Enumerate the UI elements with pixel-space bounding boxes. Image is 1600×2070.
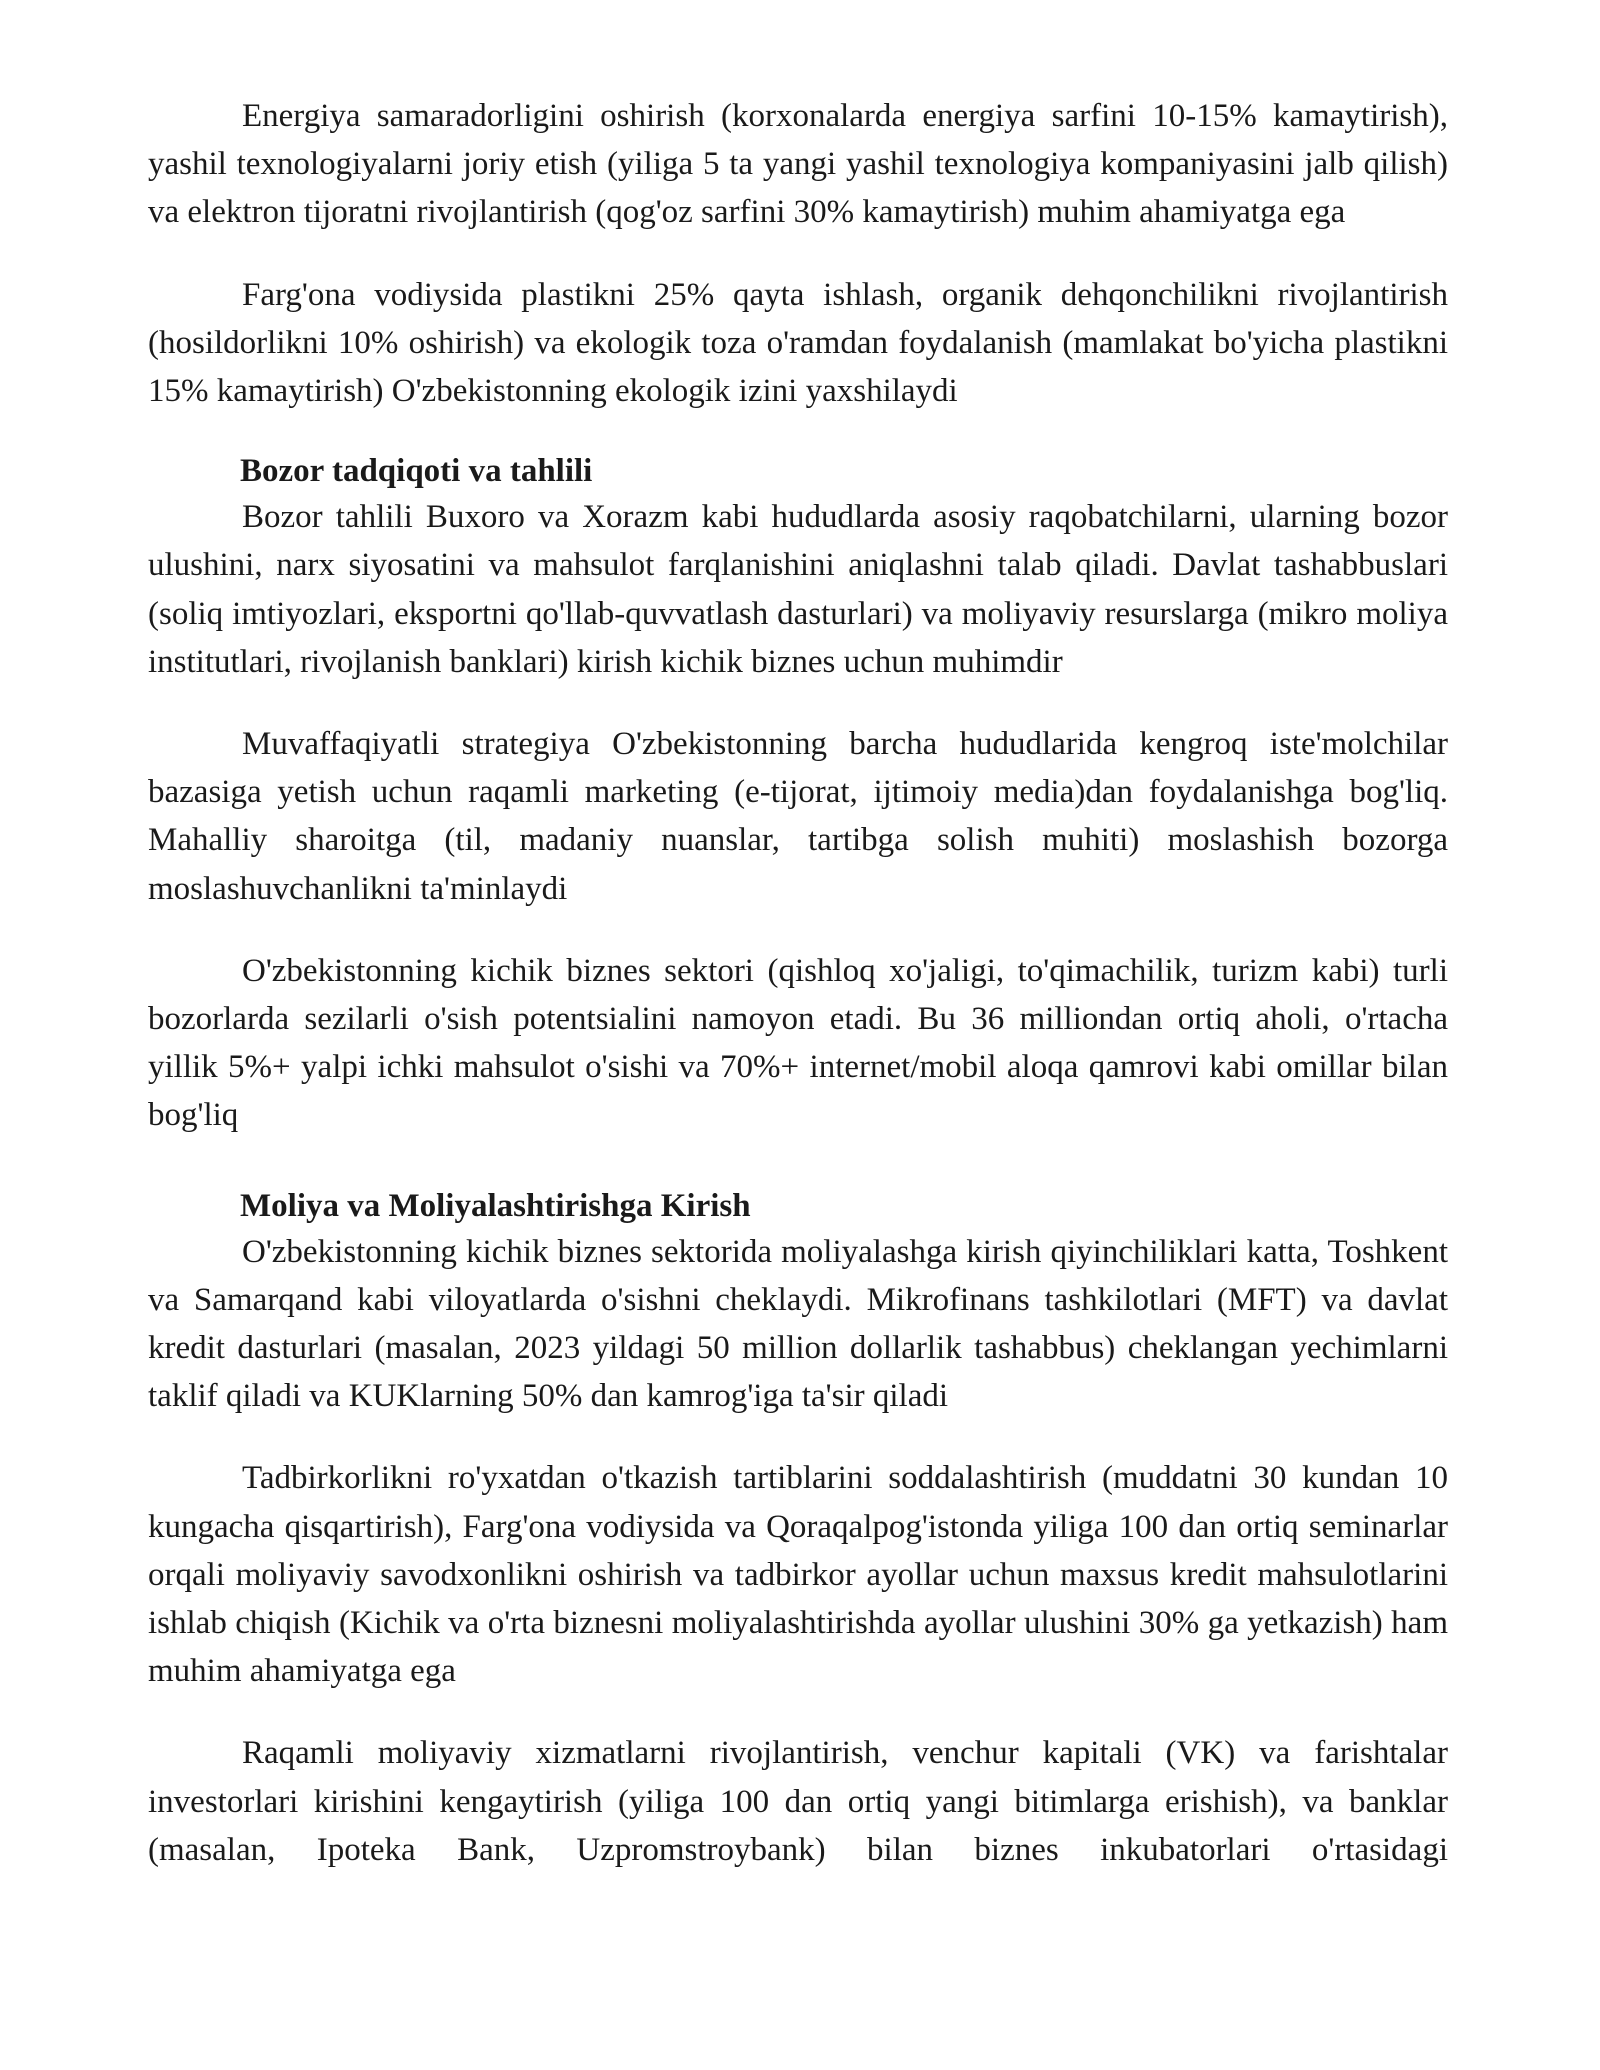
paragraph-market-analysis: Bozor tahlili Buxoro va Xorazm kabi hududlarda asosiy raqobatchilarni, ularning bozor ulushini, narx siyosatini va mahsulot farqlanishini aniqlashni talab qiladi. Davlat tashabbuslari (soliq imtiyozlari, eksportni qo'llab-quvvatlash dasturlari) va moliyaviy resurslarga (mikro moliya institutlari, rivojlanish banklari) kirish kichik biznes uchun muhimdir [148,499,1448,680]
paragraph-registration-simplification: Tadbirkorlikni ro'yxatdan o'tkazish tartiblarini soddalashtirish (muddatni 30 kundan 10 kungacha qisqartirish), Farg'ona vodiysida va Qoraqalpog'istonda yiliga 100 dan ortiq seminarlar orqali moliyaviy savodxonlikni oshirish va tadbirkor ayollar uchun maxsus kredit mahsulotlarini ishlab chiqish (Kichik va o'rta biznesni moliyalashtirishda ayollar ulushini 30% ga yetkazish) ham muhim ahamiyatga ega [148,1460,1448,1690]
paragraph-fergana-plastic: Farg'ona vodiysida plastikni 25% qayta ishlash, organik dehqonchilikni rivojlantirish (hosildorlikni 10% oshirish) va ekologik toza o'ramdan foydalanish (mamlakat bo'yicha plastikni 15% kamaytirish) O'zbekistonning ekologik izini yaxshilaydi [148,276,1448,410]
paragraph-digital-marketing: Muvaffaqiyatli strategiya O'zbekistonning barcha hududlarida kengroq iste'molchilar bazasiga yetish uchun raqamli marketing (e-tijorat, ijtimoiy media)dan foydalanishga bog'liq. Mahalliy sharoitga (til, madaniy nuanslar, tartibga solish muhiti) moslashish bozorga moslashuvchanlikni ta'minlaydi [148,726,1448,907]
paragraph-small-business-growth: O'zbekistonning kichik biznes sektori (qishloq xo'jaligi, to'qimachilik, turizm kabi) turli bozorlarda sezilarli o'sish potentsialini namoyon etadi. Bu 36 milliondan ortiq aholi, o'rtacha yillik 5%+ yalpi ichki mahsulot o'sishi va 70%+ internet/mobil aloqa qamrovi kabi omillar bilan bog'liq [148,952,1448,1134]
paragraph-energy-efficiency: Energiya samaradorligini oshirish (korxonalarda energiya sarfini 10-15% kamaytirish), yashil texnologiyalarni joriy etish (yiliga 5 ta yangi yashil texnologiya kompaniyasini jalb qilish) va elektron tijoratni rivojlantirish (qog'oz sarfini 30% kamaytirish) muhim ahamiyatga ega [148,98,1448,231]
heading-market-research: Bozor tadqiqoti va tahlili [240,453,593,490]
paragraph-finance-challenges: O'zbekistonning kichik biznes sektorida moliyalashga kirish qiyinchiliklari katta, Toshkent va Samarqand kabi viloyatlarda o'sishni cheklaydi. Mikrofinans tashkilotlari (MFT) va davlat kredit dasturlari (masalan, 2023 yildagi 50 million dollarlik tashabbus) cheklangan yechimlarni taklif qiladi va KUKlarning 50% dan kamrog'iga ta'sir qiladi [148,1233,1448,1415]
paragraph-digital-finance: Raqamli moliyaviy xizmatlarni rivojlantirish, venchur kapitali (VK) va farishtalar investorlari kirishini kengaytirish (yiliga 100 dan ortiq yangi bitimlarga erishish), va banklar (masalan, Ipoteka Bank, Uzpromstroybank) bilan biznes inkubatorlari o'rtasidagi [148,1735,1448,1868]
document-page [148,92,1448,1908]
heading-finance-access: Moliya va Moliyalashtirishga Kirish [240,1187,751,1224]
